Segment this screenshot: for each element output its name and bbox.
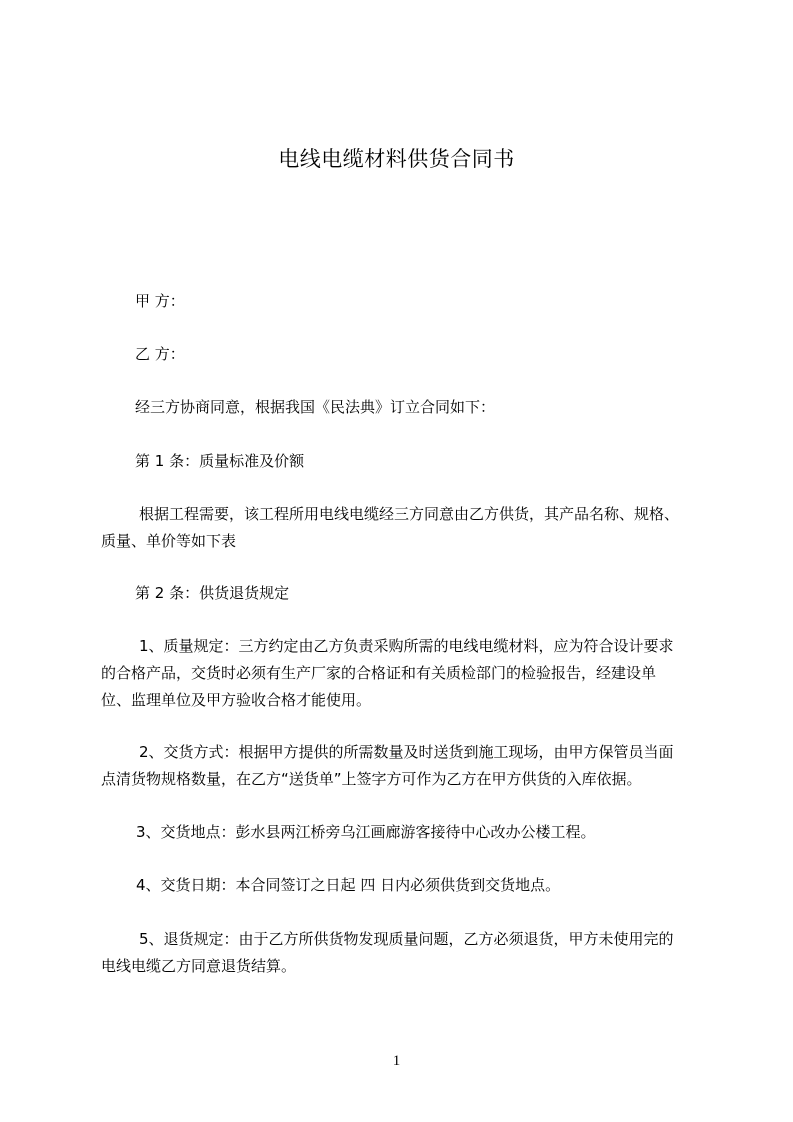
article-1-body-line: 质量、单价等如下表 bbox=[101, 532, 237, 550]
page-number: 1 bbox=[392, 1053, 401, 1069]
article-2-item-line: 2、交货方式：根据甲方提供的所需数量及时送货到施工现场，由甲方保管员当面 bbox=[139, 743, 674, 761]
article-2-item-line: 1、质量规定：三方约定由乙方负责采购所需的电线电缆材料，应为符合设计要求 bbox=[139, 637, 674, 655]
party-b-line: 乙 方： bbox=[135, 345, 185, 363]
article-1-heading: 第 1 条：质量标准及价额 bbox=[135, 452, 305, 470]
article-2-item-line: 点清货物规格数量，在乙方“送货单”上签字方可作为乙方在甲方供货的入库依据。 bbox=[101, 770, 642, 788]
document-title: 电线电缆材料供货合同书 bbox=[278, 147, 515, 171]
article-1-body bbox=[101, 501, 711, 555]
article-2-item-5 bbox=[101, 926, 711, 980]
article-2-item-4: 4、交货日期：本合同签订之日起 四 日内必须供货到交货地点。 bbox=[136, 876, 561, 894]
article-1-body-line: 根据工程需要，该工程所用电线电缆经三方同意由乙方供货，其产品名称、规格、 bbox=[139, 505, 680, 523]
article-2-heading: 第 2 条：供货退货规定 bbox=[135, 584, 290, 602]
article-2-item-3: 3、交货地点：彭水县两江桥旁乌江画廊游客接待中心改办公楼工程。 bbox=[136, 823, 596, 841]
intro-paragraph: 经三方协商同意，根据我国《民法典》订立合同如下： bbox=[135, 398, 496, 416]
party-a-line: 甲 方： bbox=[135, 292, 185, 310]
article-2-item-line: 的合格产品，交货时必须有生产厂家的合格证和有关质检部门的检验报告，经建设单 bbox=[101, 664, 657, 682]
article-2-item-2 bbox=[101, 739, 711, 793]
article-2-item-line: 电线电缆乙方同意退货结算。 bbox=[101, 957, 297, 975]
article-2-item-line: 5、退货规定：由于乙方所供货物发现质量问题，乙方必须退货，甲方未使用完的 bbox=[139, 930, 674, 948]
article-2-item-1 bbox=[101, 633, 711, 714]
article-2-item-line: 位、监理单位及甲方验收合格才能使用。 bbox=[101, 691, 372, 709]
